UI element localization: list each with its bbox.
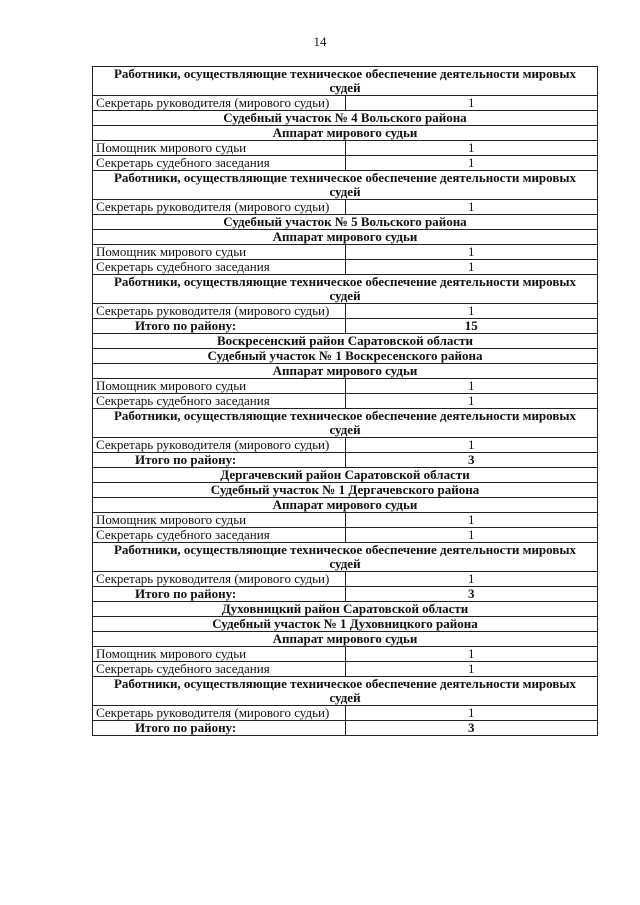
section-heading: Судебный участок № 4 Вольского района [93, 111, 598, 126]
section-heading: Работники, осуществляющие техническое обеспечение деятельности мировых судей [93, 543, 598, 572]
position-quantity: 1 [345, 706, 598, 721]
section-heading-row [93, 67, 598, 96]
position-name: Секретарь руководителя (мирового судьи) [93, 706, 346, 721]
position-name: Помощник мирового судьи [93, 245, 346, 260]
section-heading: Работники, осуществляющие техническое обеспечение деятельности мировых судей [93, 171, 598, 200]
position-quantity: 1 [345, 528, 598, 543]
position-row [93, 662, 598, 677]
section-heading-row [93, 171, 598, 200]
section-heading: Аппарат мирового судьи [93, 498, 598, 513]
position-name: Секретарь руководителя (мирового судьи) [93, 96, 346, 111]
section-heading: Аппарат мирового судьи [93, 230, 598, 245]
position-quantity: 1 [345, 96, 598, 111]
total-quantity: 15 [345, 319, 598, 334]
section-heading-row [93, 543, 598, 572]
section-heading: Духовницкий район Саратовской области [93, 602, 598, 617]
staffing-table-body [93, 67, 598, 736]
position-name: Помощник мирового судьи [93, 141, 346, 156]
section-heading: Аппарат мирового судьи [93, 632, 598, 647]
position-row [93, 513, 598, 528]
position-quantity: 1 [345, 156, 598, 171]
position-row [93, 141, 598, 156]
position-quantity: 1 [345, 438, 598, 453]
position-row [93, 647, 598, 662]
section-heading-row [93, 230, 598, 245]
section-heading-row [93, 617, 598, 632]
position-quantity: 1 [345, 141, 598, 156]
position-name: Секретарь судебного заседания [93, 260, 346, 275]
section-heading-row [93, 215, 598, 230]
position-quantity: 1 [345, 572, 598, 587]
position-quantity: 1 [345, 245, 598, 260]
position-name: Секретарь судебного заседания [93, 662, 346, 677]
position-row [93, 438, 598, 453]
section-heading: Работники, осуществляющие техническое обеспечение деятельности мировых судей [93, 67, 598, 96]
section-heading-row [93, 602, 598, 617]
position-name: Помощник мирового судьи [93, 379, 346, 394]
section-heading-row [93, 498, 598, 513]
position-quantity: 1 [345, 200, 598, 215]
position-name: Секретарь руководителя (мирового судьи) [93, 200, 346, 215]
position-row [93, 260, 598, 275]
position-name: Секретарь руководителя (мирового судьи) [93, 572, 346, 587]
section-heading: Судебный участок № 5 Вольского района [93, 215, 598, 230]
position-quantity: 1 [345, 647, 598, 662]
position-name: Секретарь судебного заседания [93, 528, 346, 543]
position-quantity: 1 [345, 513, 598, 528]
position-quantity: 1 [345, 662, 598, 677]
total-row [93, 453, 598, 468]
section-heading: Работники, осуществляющие техническое обеспечение деятельности мировых судей [93, 677, 598, 706]
section-heading-row [93, 632, 598, 647]
position-row [93, 528, 598, 543]
section-heading: Судебный участок № 1 Дергачевского района [93, 483, 598, 498]
page-number: 14 [313, 34, 327, 49]
total-row [93, 587, 598, 602]
total-quantity: 3 [345, 587, 598, 602]
total-row [93, 721, 598, 736]
position-quantity: 1 [345, 394, 598, 409]
position-row [93, 379, 598, 394]
total-quantity: 3 [345, 721, 598, 736]
section-heading-row [93, 334, 598, 349]
position-row [93, 394, 598, 409]
position-name: Помощник мирового судьи [93, 647, 346, 662]
total-label: Итого по району: [93, 721, 346, 736]
position-name: Секретарь руководителя (мирового судьи) [93, 304, 346, 319]
position-quantity: 1 [345, 379, 598, 394]
section-heading: Судебный участок № 1 Воскресенского района [93, 349, 598, 364]
total-label: Итого по району: [93, 453, 346, 468]
section-heading: Работники, осуществляющие техническое обеспечение деятельности мировых судей [93, 275, 598, 304]
section-heading: Аппарат мирового судьи [93, 364, 598, 379]
section-heading: Дергачевский район Саратовской области [93, 468, 598, 483]
position-name: Секретарь судебного заседания [93, 156, 346, 171]
total-label: Итого по району: [93, 319, 346, 334]
position-row [93, 304, 598, 319]
section-heading: Судебный участок № 1 Духовницкого района [93, 617, 598, 632]
total-label: Итого по району: [93, 587, 346, 602]
staffing-table [92, 66, 598, 736]
section-heading-row [93, 677, 598, 706]
section-heading-row [93, 275, 598, 304]
position-row [93, 200, 598, 215]
section-heading-row [93, 409, 598, 438]
section-heading: Аппарат мирового судьи [93, 126, 598, 141]
position-row [93, 156, 598, 171]
section-heading-row [93, 349, 598, 364]
section-heading-row [93, 468, 598, 483]
position-name: Секретарь руководителя (мирового судьи) [93, 438, 346, 453]
total-row [93, 319, 598, 334]
section-heading-row [93, 111, 598, 126]
total-quantity: 3 [345, 453, 598, 468]
position-row [93, 96, 598, 111]
position-row [93, 572, 598, 587]
section-heading: Воскресенский район Саратовской области [93, 334, 598, 349]
position-name: Помощник мирового судьи [93, 513, 346, 528]
position-row [93, 706, 598, 721]
section-heading-row [93, 364, 598, 379]
position-quantity: 1 [345, 304, 598, 319]
position-name: Секретарь судебного заседания [93, 394, 346, 409]
section-heading: Работники, осуществляющие техническое обеспечение деятельности мировых судей [93, 409, 598, 438]
section-heading-row [93, 126, 598, 141]
position-row [93, 245, 598, 260]
section-heading-row [93, 483, 598, 498]
position-quantity: 1 [345, 260, 598, 275]
